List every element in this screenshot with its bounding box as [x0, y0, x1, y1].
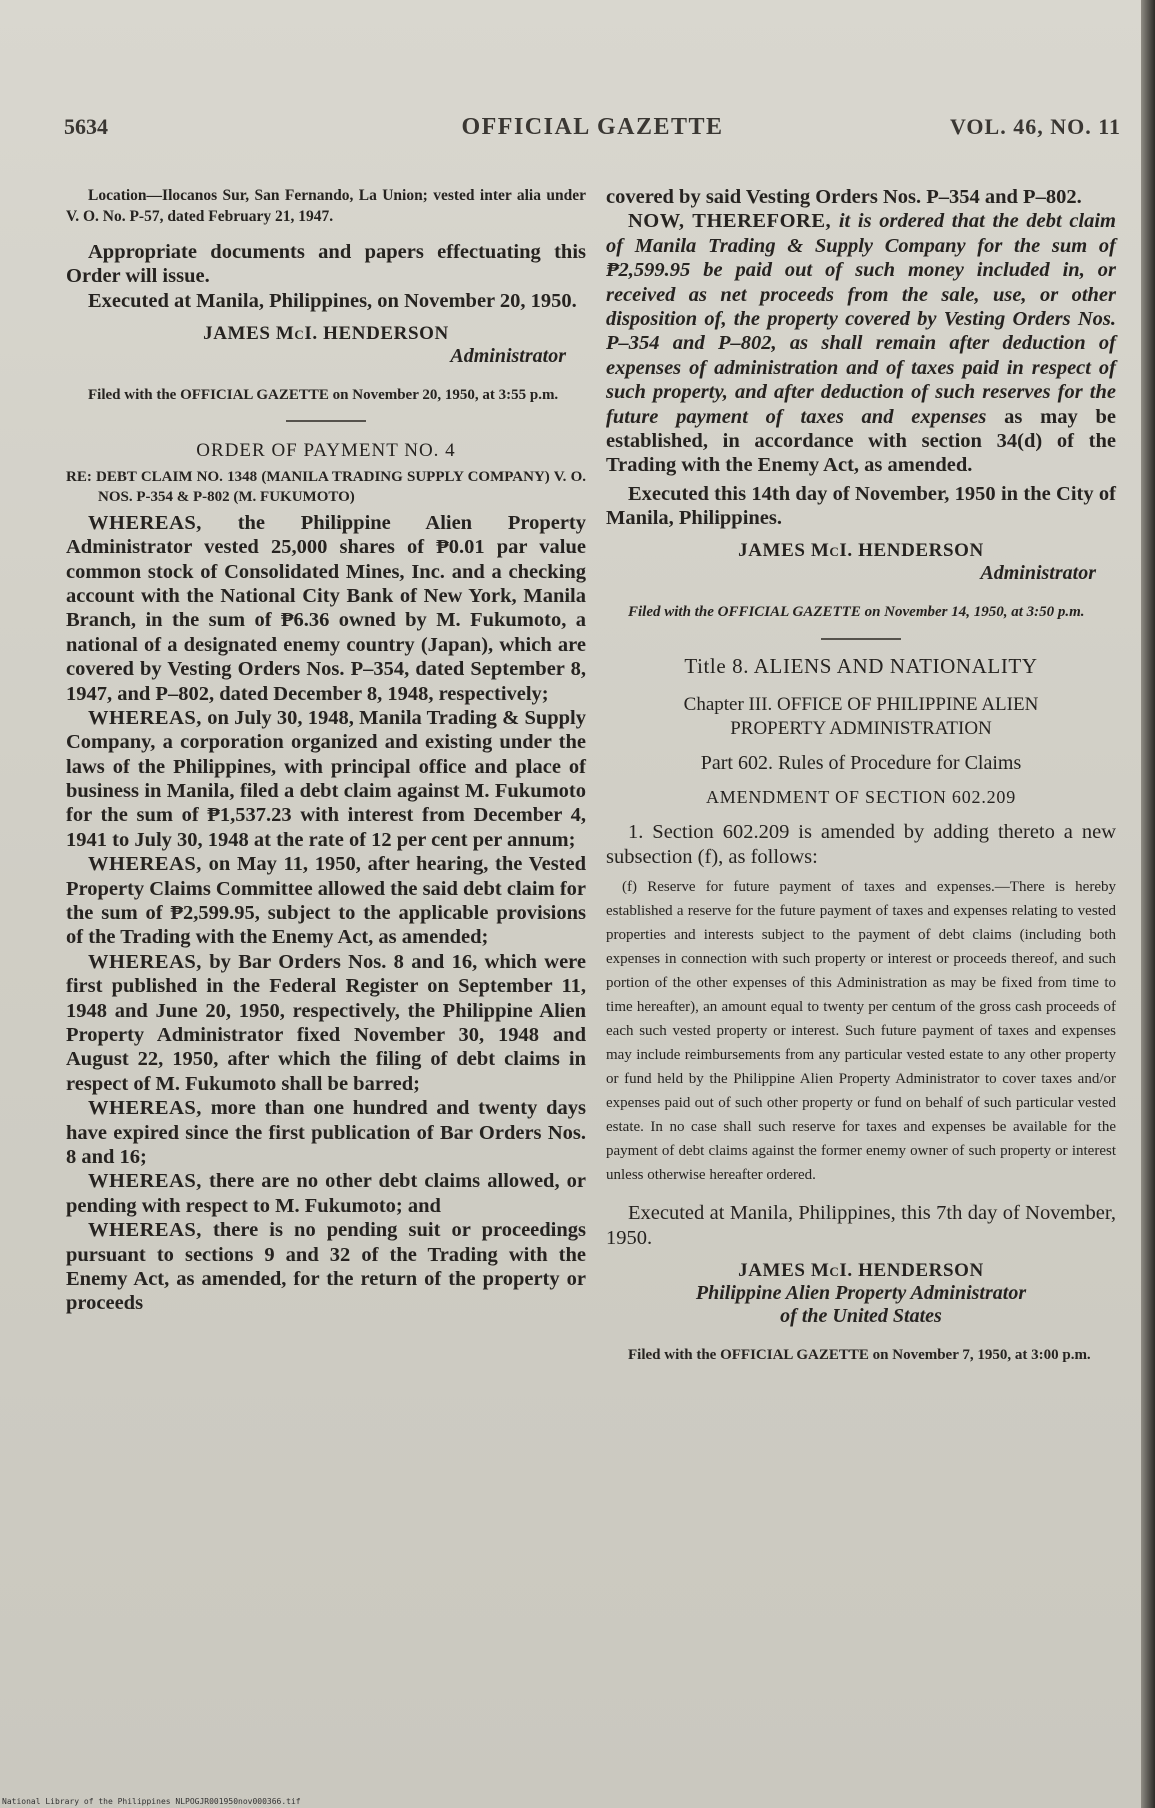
whereas-paragraph-3: WHEREAS, on May 11, 1950, after hearing, the Vested Property Claims Committee allowed the said debt claim for the sum of ₱2,599.95, subject to the applicable provisions of the Trading with the Enemy Act, as amended;	[66, 853, 587, 949]
filed-note-2: Filed with the OFFICIAL GAZETTE on November 14, 1950, at 3:50 p.m.	[628, 604, 1085, 621]
whereas-paragraph-4: WHEREAS, by Bar Orders Nos. 8 and 16, which were first published in the Federal Register on September 11, 1948 and June 20, 1950, respectively, the Philippine Alien Property Administrator fixed November 30, 1948 and August 22, 1950, after which the filing of debt claims in respect of M. Fukumoto shall be barred;	[66, 950, 587, 1095]
right-column	[606, 185, 1116, 1367]
signature-role-3a: Philippine Alien Property Administrator	[695, 1282, 1027, 1305]
amendment-heading: AMENDMENT OF SECTION 602.209	[705, 787, 1017, 808]
executed-statement-1: Executed at Manila, Philippines, on November 20, 1950.	[88, 289, 577, 312]
executed-statement-2: Executed this 14th day of November, 1950 in the City of Manila, Philippines.	[606, 482, 1116, 530]
whereas-paragraph-5: WHEREAS, more than one hundred and twenty days have expired since the first publication of Bar Orders Nos. 8 and 16;	[66, 1097, 586, 1168]
section-divider	[286, 420, 366, 422]
signature-name-1: JAMES McI. HENDERSON	[203, 322, 449, 344]
signature-name-2: JAMES McI. HENDERSON	[738, 540, 984, 562]
order-paragraph: NOW, THEREFORE, it is ordered that the debt claim of Manila Trading & Supply Company for the sum of ₱2,599.95 be paid out of such money included in, or received as net proceeds from the sale, use, or other disposition of, the property covered by Vesting Orders Nos. P–354 and P–802, as shall remain after deduction of expenses of administration and of taxes paid in respect of such property, and after deduction of such reserves for the future payment of taxes and expenses as may be established, in accordance with section 34(d) of the Trading with the Enemy Act, as amended.	[606, 210, 1117, 477]
part-heading: Part 602. Rules of Procedure for Claims	[700, 752, 1022, 775]
page-header	[64, 114, 1121, 148]
volume-number: VOL. 46, NO. 11	[949, 114, 1121, 139]
whereas-paragraph-7: WHEREAS, there is no pending suit or proceedings pursuant to sections 9 and 32 of the Trading with the Enemy Act, as amended, for the return of the property or proceeds	[66, 1219, 586, 1315]
title-heading: Title 8. ALIENS AND NATIONALITY	[684, 653, 1038, 678]
filed-note-3: Filed with the OFFICIAL GAZETTE on November 7, 1950, at 3:00 p.m.	[628, 1347, 1091, 1364]
executed-statement-3: Executed at Manila, Philippines, this 7th day of November, 1950.	[606, 1202, 1116, 1249]
page-edge-shadow	[1141, 0, 1155, 1808]
section-divider-2	[821, 638, 901, 640]
subsection-f-text: (f) Reserve for future payment of taxes and expenses.—There is hereby established a reserve for the future payment of taxes and expenses relating to vested properties and interests subject to the payment of debt claims (including both expenses in connection with such property or interest or proceeds thereof, and such portion of the other expenses of this Administration as may be fixed from time to time hereafter), an amount equal to twenty per centum of the gross cash proceeds of each such vested property or interest. Such future payment of taxes and expenses may include reimbursements from any particular vested estate to any other property or fund held by the Philippine Alien Property Administrator to cover taxes and/or expenses paid out of such other property or fund on behalf of such particular vested estate. In no case shall such reserve for taxes and expenses be available for the payment of debt claims against the former enemy owner of such property or interest unless otherwise hereafter ordered.	[606, 879, 1116, 1184]
signature-role-2: Administrator	[980, 562, 1096, 585]
continuation-text: covered by said Vesting Orders Nos. P–354 and P–802.	[606, 186, 1082, 208]
section-amendment-text: 1. Section 602.209 is amended by adding thereto a new subsection (f), as follows:	[606, 821, 1116, 868]
re-heading: RE: DEBT CLAIM NO. 1348 (MANILA TRADING SUPPLY COMPANY) V. O. NOS. P-354 & P-802 (M. FUKUMOTO)	[66, 469, 586, 505]
order-title: ORDER OF PAYMENT NO. 4	[196, 440, 456, 462]
location-note: Location—Ilocanos Sur, San Fernando, La Union; vested inter alia under V. O. No. P-57, dated February 21, 1947.	[66, 187, 586, 226]
signature-role-1: Administrator	[450, 344, 566, 367]
appropriate-documents: Appropriate documents and papers effectuating this Order will issue.	[66, 240, 586, 288]
filed-note-1: Filed with the OFFICIAL GAZETTE on November 20, 1950, at 3:55 p.m.	[88, 386, 559, 403]
whereas-paragraph-6: WHEREAS, there are no other debt claims allowed, or pending with respect to M. Fukumoto; and	[66, 1170, 586, 1217]
signature-name-3: JAMES McI. HENDERSON	[738, 1260, 984, 1282]
whereas-paragraph-2: WHEREAS, on July 30, 1948, Manila Trading & Supply Company, a corporation organized and existing under the laws of the Philippines, with principal office and place of business in Manila, filed a debt claim against M. Fukumoto for the sum of ₱1,537.23 with interest from December 4, 1941 to July 30, 1948 at the rate of 12 per cent per annum;	[66, 706, 586, 851]
scan-footer: National Library of the Philippines NLPOGJR001950nov000366.tif	[2, 1797, 301, 1806]
page-number: 5634	[64, 114, 108, 139]
signature-role-3b: of the United States	[780, 1305, 942, 1328]
whereas-paragraph-1: WHEREAS, the Philippine Alien Property Administrator vested 25,000 shares of ₱0.01 par value common stock of Consolidated Mines, Inc. and a checking account with the National City Bank of New York, Manila Branch, in the sum of ₱6.36 owned by M. Fukumoto, a national of a designated enemy country (Japan), which are covered by Vesting Orders Nos. P–354, dated September 8, 1947, and P–802, dated December 8, 1948, respectively;	[66, 511, 587, 705]
chapter-heading: Chapter III. OFFICE OF PHILIPPINE ALIEN PROPERTY ADMINISTRATION	[683, 693, 1039, 739]
left-column	[66, 185, 586, 1316]
publication-title: OFFICIAL GAZETTE	[461, 114, 724, 140]
